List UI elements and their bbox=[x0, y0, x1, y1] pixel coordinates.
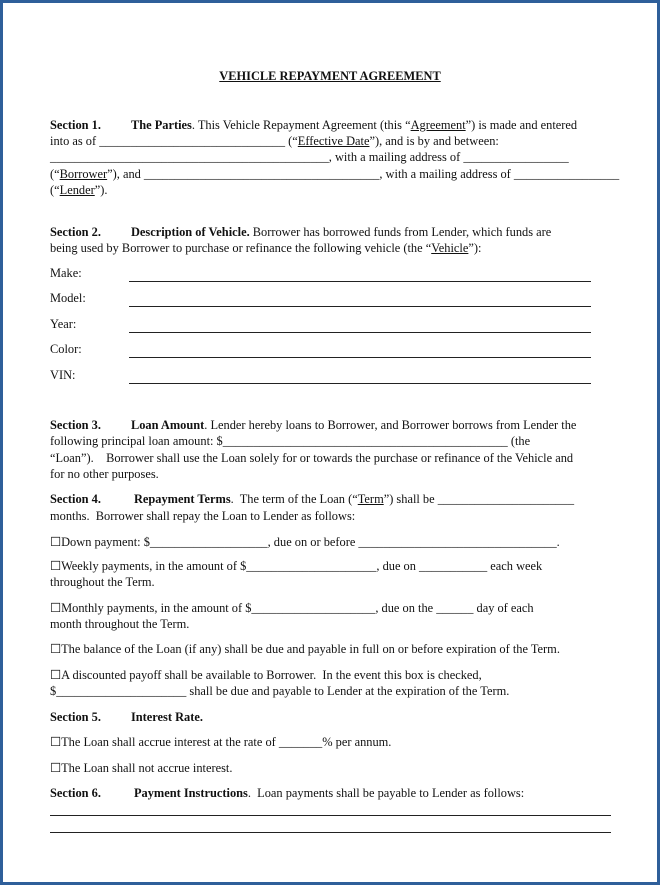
make-label: Make: bbox=[50, 266, 82, 280]
section-2-line-1 bbox=[50, 225, 551, 240]
section-4-text: . The term of the Loan (“ bbox=[230, 492, 358, 506]
weekly-payments-checkbox[interactable]: ☐Weekly payments, in the amount of $_____________________, due on ___________ each week bbox=[50, 559, 543, 573]
section-2-text: being used by Borrower to purchase or refinance the following vehicle (the “ bbox=[50, 241, 432, 255]
agreement-term: Agreement bbox=[410, 118, 466, 132]
interest-accrue-checkbox[interactable]: ☐The Loan shall accrue interest at the rate of _______% per annum. bbox=[50, 735, 392, 749]
vehicle-term: Vehicle bbox=[431, 241, 469, 255]
section-3-heading: Section 3. bbox=[50, 418, 101, 432]
no-interest-checkbox[interactable]: ☐The Loan shall not accrue interest. bbox=[50, 761, 233, 775]
loan-amount-blank[interactable]: following principal loan amount: $______________________________________________ (the bbox=[50, 434, 531, 448]
section-1-subheading: The Parties bbox=[130, 118, 192, 132]
vin-field[interactable] bbox=[129, 383, 591, 384]
weekly-payments-text: throughout the Term. bbox=[50, 575, 155, 589]
lender-term: Lender bbox=[59, 183, 95, 197]
section-1-line-4 bbox=[50, 167, 619, 182]
section-4-text: months. Borrower shall repay the Loan to Lender as follows: bbox=[50, 509, 356, 523]
section-3-line-1 bbox=[50, 418, 576, 433]
section-2-subheading: Description of Vehicle. bbox=[130, 225, 250, 239]
make-field[interactable] bbox=[129, 281, 591, 282]
section-2-heading: Section 2. bbox=[50, 225, 101, 239]
section-5-subheading: Interest Rate. bbox=[130, 710, 203, 724]
section-5-line-1 bbox=[50, 710, 203, 725]
section-3-text: for no other purposes. bbox=[50, 467, 159, 481]
down-payment-checkbox[interactable]: ☐Down payment: $___________________, due on or before ________________________________. bbox=[50, 535, 560, 549]
section-1-line-5 bbox=[50, 183, 107, 198]
monthly-payments-checkbox[interactable]: ☐Monthly payments, in the amount of $____________________, due on the ______ day of each bbox=[50, 601, 534, 615]
year-field[interactable] bbox=[129, 332, 591, 333]
lender-name-address-blank[interactable]: ”), and ______________________________________, with a mailing address of _________________ bbox=[107, 167, 620, 181]
term-term: Term bbox=[357, 492, 384, 506]
color-label: Color: bbox=[50, 342, 82, 356]
section-1-text: . This Vehicle Repayment Agreement (this “ bbox=[191, 118, 411, 132]
section-4-heading: Section 4. bbox=[50, 492, 101, 506]
section-4-subheading: Repayment Terms bbox=[133, 492, 231, 506]
section-6-heading: Section 6. bbox=[50, 786, 101, 800]
section-1-line-1 bbox=[50, 118, 577, 133]
section-6-subheading: Payment Instructions bbox=[133, 786, 248, 800]
section-1-text: (“ bbox=[50, 167, 60, 181]
section-4-line-1 bbox=[50, 492, 574, 507]
section-6-line-1 bbox=[50, 786, 524, 801]
section-3-subheading: Loan Amount bbox=[130, 418, 205, 432]
discounted-payoff-amount-blank[interactable]: $_____________________ shall be due and payable to Lender at the expiration of the Term. bbox=[50, 684, 510, 698]
term-length-blank[interactable]: ”) shall be ______________________ bbox=[383, 492, 575, 506]
section-1-text: ”) is made and entered bbox=[465, 118, 578, 132]
balance-due-checkbox[interactable]: ☐The balance of the Loan (if any) shall be due and payable in full on or before expiration of the Term. bbox=[50, 642, 560, 656]
effective-date-blank[interactable]: into as of ______________________________ (“ bbox=[50, 134, 298, 148]
effective-date-term: Effective Date bbox=[297, 134, 370, 148]
section-2-line-2 bbox=[50, 241, 481, 256]
section-3-text: “Loan”). Borrower shall use the Loan solely for or towards the purchase or refinance of the Vehicle and bbox=[50, 451, 574, 465]
payment-instructions-line-2[interactable] bbox=[50, 832, 611, 833]
year-label: Year: bbox=[50, 317, 77, 331]
model-label: Model: bbox=[50, 291, 86, 305]
section-5-heading: Section 5. bbox=[50, 710, 101, 724]
monthly-payments-text: month throughout the Term. bbox=[50, 617, 190, 631]
color-field[interactable] bbox=[129, 357, 591, 358]
section-1-text: ”). bbox=[94, 183, 108, 197]
section-2-text: Borrower has borrowed funds from Lender, which funds are bbox=[249, 225, 552, 239]
vin-label: VIN: bbox=[50, 368, 76, 382]
document-title: VEHICLE REPAYMENT AGREEMENT bbox=[219, 69, 441, 83]
section-1-text: ”), and is by and between: bbox=[369, 134, 499, 148]
section-1-heading: Section 1. bbox=[50, 118, 101, 132]
section-1-line-2 bbox=[50, 134, 499, 149]
section-2-text: ”): bbox=[468, 241, 482, 255]
borrower-term: Borrower bbox=[59, 167, 108, 181]
section-3-text: . Lender hereby loans to Borrower, and Borrower borrows from Lender the bbox=[204, 418, 577, 432]
borrower-name-address-blank[interactable]: _____________________________________________, with a mailing address of _________________ bbox=[50, 150, 569, 164]
discounted-payoff-checkbox[interactable]: ☐A discounted payoff shall be available to Borrower. In the event this box is checked, bbox=[50, 668, 482, 682]
payment-instructions-line-1[interactable] bbox=[50, 815, 611, 816]
section-6-text: . Loan payments shall be payable to Lender as follows: bbox=[247, 786, 525, 800]
model-field[interactable] bbox=[129, 306, 591, 307]
section-1-text: (“ bbox=[50, 183, 60, 197]
